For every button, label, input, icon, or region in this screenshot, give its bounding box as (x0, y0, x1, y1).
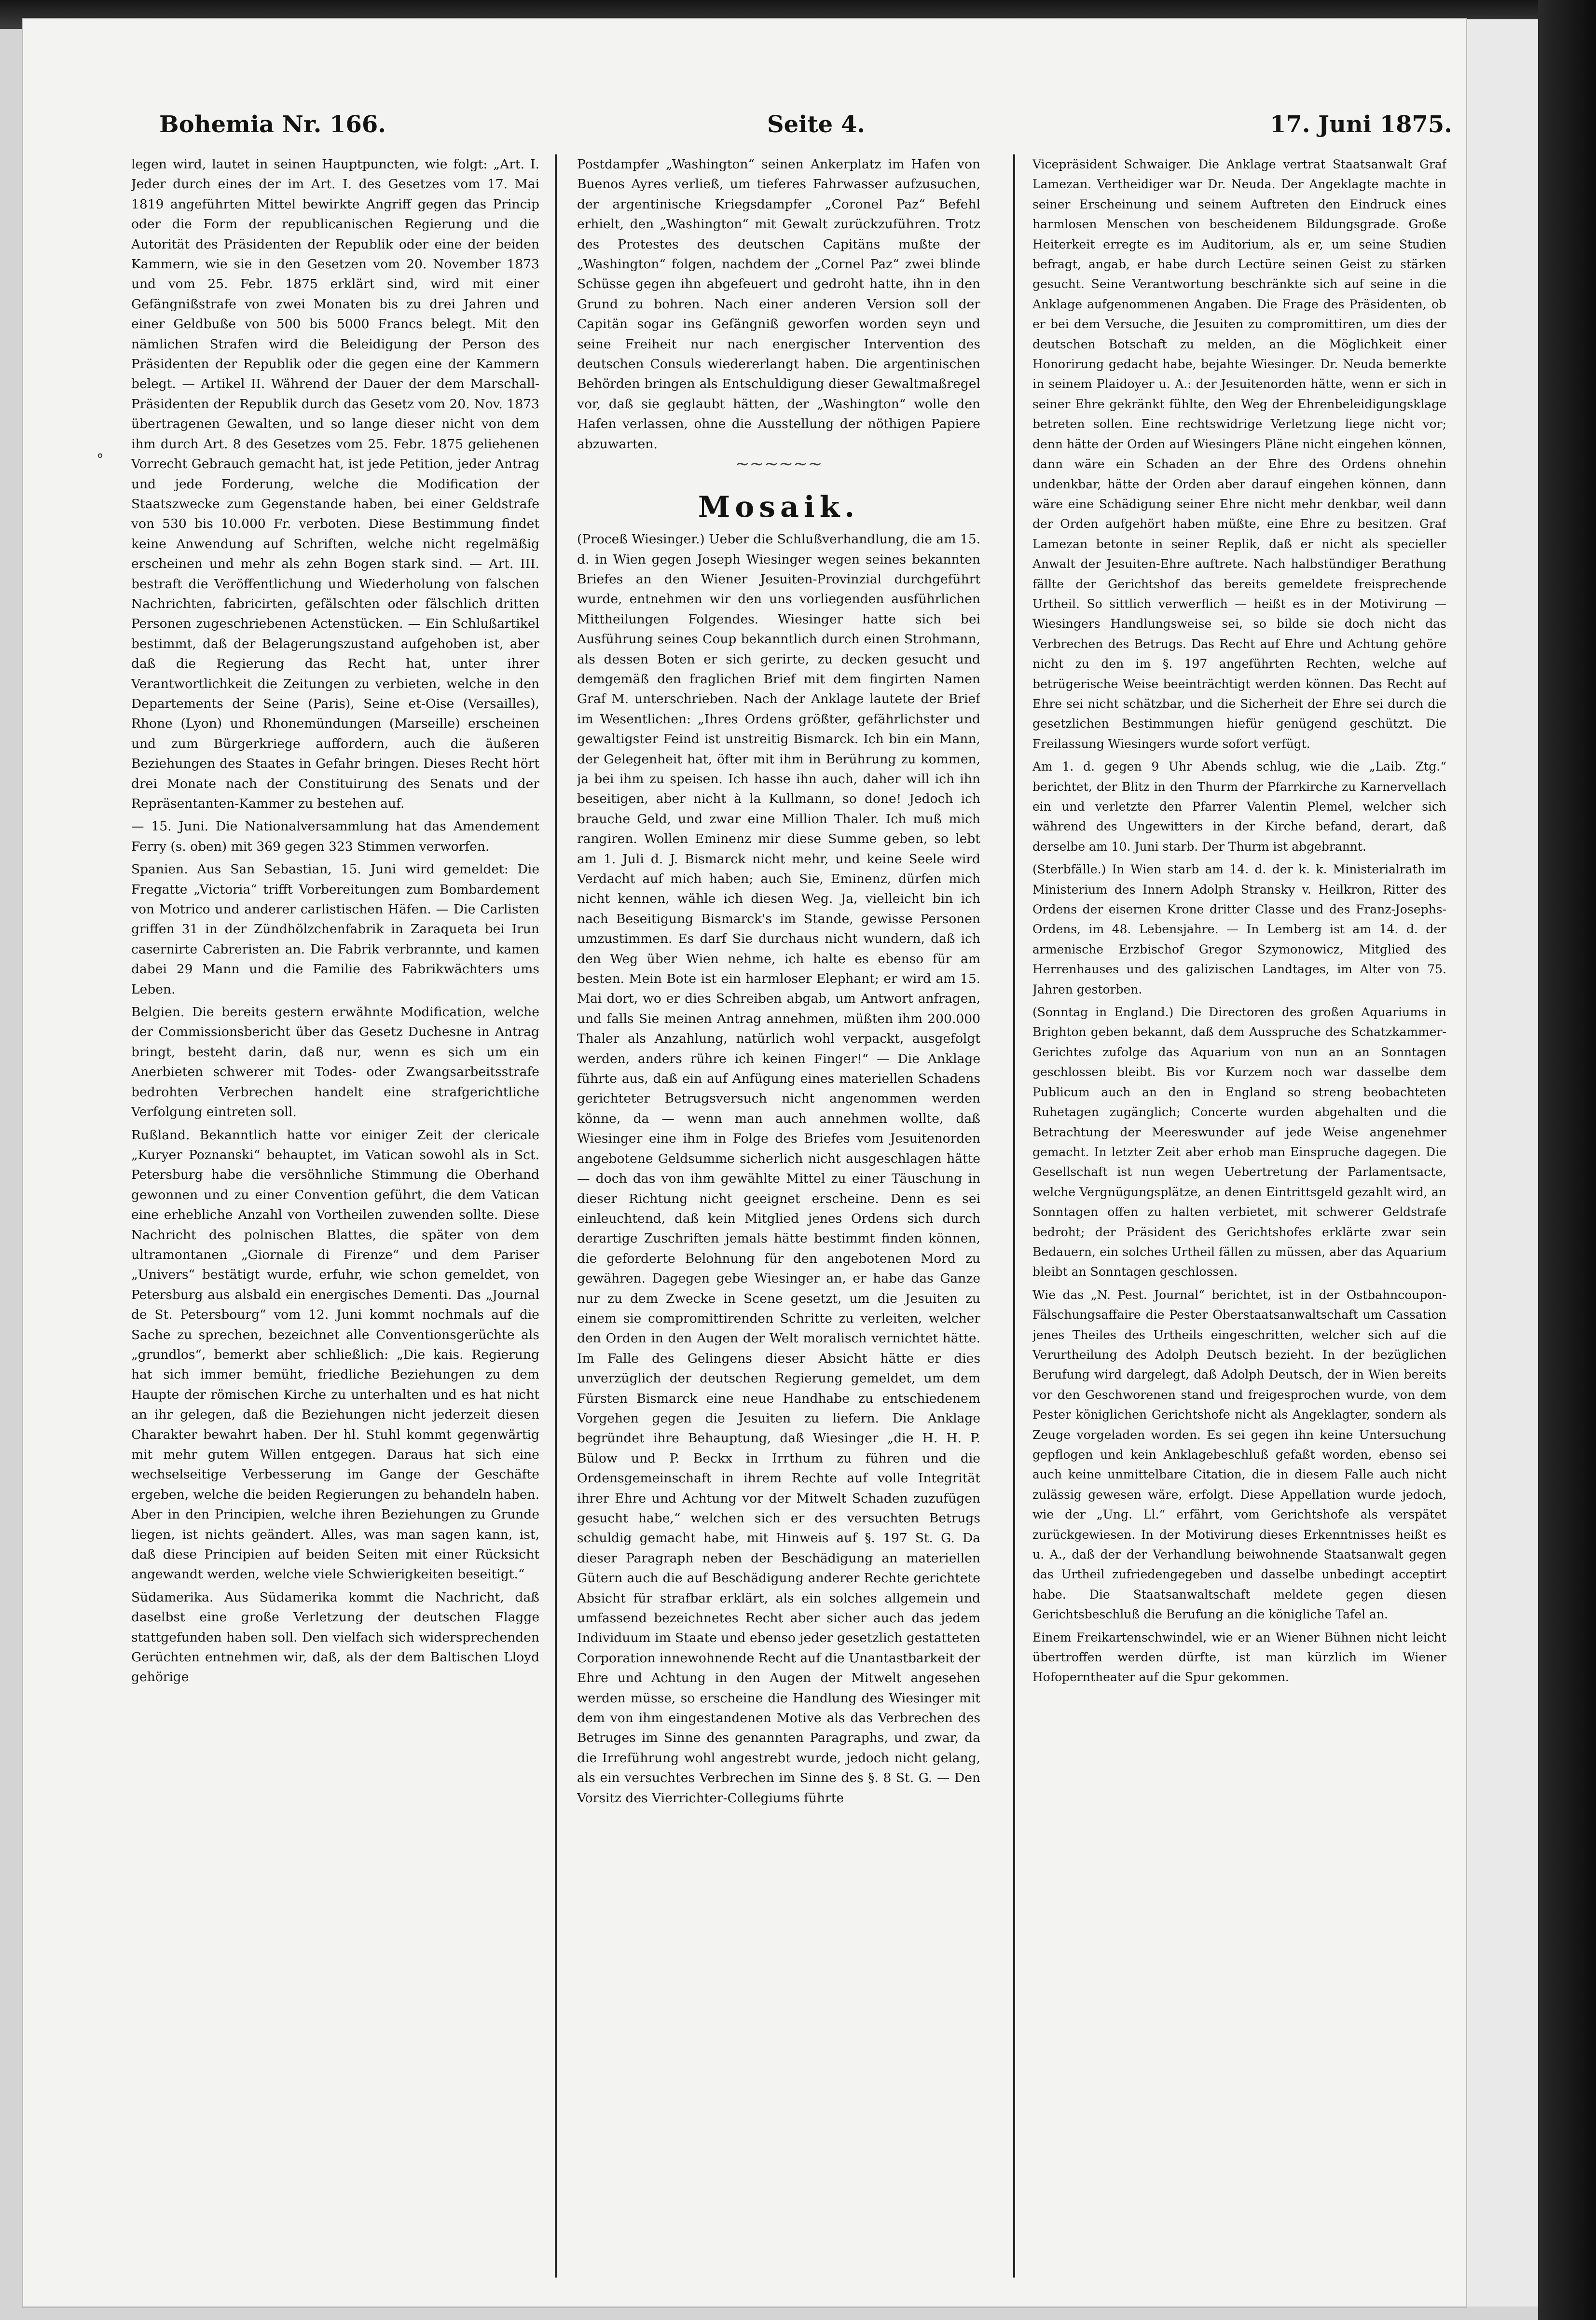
article-paragraph: (Sonntag in England.) Die Directoren des großen Aquariums in Brighton geben bekannt, daß dem Ausspruche des Schatzkammer-Gerichtes zufolge das Aquarium von nun an an Sonntagen geschlossen bleibt. Bis vor Kurzem noch war dasselbe dem Publicum auch an den in England so streng beobachteten Ruhetagen zugänglich; Concerte wurden abgehalten und die Betrachtung der Meereswunder auf jede Weise angenehmer gemacht. In letzter Zeit aber erhob man Einspruche dagegen. Die Gesellschaft ist nun wegen Uebertretung der Parlamentsacte, welche Vergnügungsplätze, an denen Eintrittsgeld gezahlt wird, an Sonntagen offen zu halten verbietet, mit schwerer Geldstrafe bedroht; der Präsident des Gerichtshofes erklärte zwar sein Bedauern, ein solches Urtheil fällen zu müssen, aber das Aquarium bleibt an Sonntagen geschlossen. (1032, 1005, 1446, 1279)
column-1 (131, 154, 539, 2278)
article-paragraph: Einem Freikartenschwindel, wie er an Wiener Bühnen nicht leicht übertroffen werden dürfte, ist man kürzlich im Wiener Hofoperntheater auf die Spur gekommen. (1032, 1630, 1446, 1685)
page-header (159, 111, 1452, 145)
article-paragraph: Am 1. d. gegen 9 Uhr Abends schlug, wie die „Laib. Ztg.“ berichtet, der Blitz in den Thurm der Pfarrkirche zu Karnervellach ein und verletzte den Pfarrer Valentin Plemel, welcher sich während des Ungewitters in der Kirche befand, derart, daß derselbe am 10. Juni starb. Der Thurm ist abgebrannt. (1032, 760, 1446, 854)
scan-right-edge (1538, 0, 1596, 2320)
article-paragraph: (Sterbfälle.) In Wien starb am 14. d. der k. k. Ministerialrath im Ministerium des Innern Adolph Stransky v. Heilkron, Ritter des Ordens der eisernen Krone dritter Classe und des Franz-Josephs-Ordens, im 48. Lebensjahre. — In Lemberg ist am 14. d. der armenische Erzbischof Gregor Szymonowicz, Mitglied des Herrenhauses und des galizischen Landtages, im Alter von 75. Jahren gestorben. (1032, 862, 1446, 996)
article-paragraph: Wie das „N. Pest. Journal“ berichtet, ist in der Ostbahncoupon-Fälschungsaffaire die Pester Oberstaatsanwaltschaft um Cassation jenes Theiles des Urtheils eingeschritten, welcher sich auf die Verurtheilung des Adolph Deutsch bezieht. In der bezüglichen Berufung wird dargelegt, daß Adolph Deutsch, der in Wien bereits vor den Geschworenen stand und freigesprochen wurde, von dem Pester königlichen Gerichtshofe nicht als Angeklagter, sondern als Zeuge vorgeladen worden. Es sei gegen ihn keine Untersuchung gepflogen und kein Anklagebeschluß gefaßt worden, ebenso sei auch keine unmittelbare Citation, die in diesem Falle auch nicht zulässig gewesen wäre, erfolgt. Diese Appellation wurde jedoch, wie der „Ung. Ll.“ erfährt, vom Gerichtshofe als verspätet zurückgewiesen. In der Motivirung dieses Erkenntnisses heißt es u. A., daß der der Verhandlung beiwohnende Staatsanwalt gegen das Urtheil zufriedengegeben und dasselbe unbedingt acceptirt habe. Die Staatsanwaltschaft meldete gegen diesen Gerichtsbeschluß die Berufung an die königliche Tafel an. (1032, 1287, 1446, 1622)
article-paragraph: Vicepräsident Schwaiger. Die Anklage vertrat Staatsanwalt Graf Lamezan. Vertheidiger war Dr. Neuda. Der Angeklagte machte in seiner Erscheinung und seinem Auftreten den Eindruck eines harmlosen Menschen von bescheidenem Bildungsgrade. Große Heiterkeit erregte es im Auditorium, als er, um seine Studien befragt, angab, er habe durch Lectüre seinen Geist zu stärken gesucht. Seine Verantwortung beschränkte sich auf seine in die Anklage aufgenommenen Angaben. Die Frage des Präsidenten, ob er bei dem Versuche, die Jesuiten zu compromittiren, um dies der deutschen Botschaft zu melden, an die Möglichkeit einer Honorirung gedacht habe, bejahte Wiesinger. Dr. Neuda bemerkte in seinem Plaidoyer u. A.: der Jesuitenorden hätte, wenn er sich in seiner Ehre gekränkt fühlte, den Weg der Ehrenbeleidigungsklage betreten sollen. Eine rechtswidrige Verletzung liege nicht vor; denn hätte der Orden auf Wiesingers Pläne nicht eingehen können, dann wäre ein Schaden an der Ehre des Ordens ohnehin undenkbar, hätte der Orden aber darauf eingehen können, dann wäre eine Schädigung seiner Ehre nicht mehr denkbar, weil dann der Orden aufgehört haben müßte, eine Ehre zu besitzen. Graf Lamezan betonte in seiner Replik, daß er nicht als specieller Anwalt der Jesuiten-Ehre auftrete. Nach halbstündiger Berathung fällte der Gerichtshof das bereits gemeldete freisprechende Urtheil. So sittlich verwerflich — heißt es in der Motivirung — Wiesingers Handlungsweise sei, so bilde sie doch nicht das Verbrechen des Betrugs. Das Recht auf Ehre und Achtung gehöre nicht zu den im §. 197 angeführten Rechten, welche auf betrügerische Weise beeinträchtigt werden können. Das Recht auf Ehre sei nicht schätzbar, und die Sicherheit der Ehre sei durch die gesetzlichen Bestimmungen hiefür genügend geschützt. Die Freilassung Wiesingers wurde sofort verfügt. (1032, 157, 1446, 751)
page-number: Seite 4. (767, 111, 865, 138)
column-2 (577, 154, 980, 2278)
article-paragraph: — 15. Juni. Die Nationalversammlung hat das Amendement Ferry (s. oben) mit 369 gegen 323 Stimmen verworfen. (131, 819, 539, 854)
margin-mark: ° (96, 451, 104, 468)
next-page-edge (1464, 19, 1538, 2306)
article-paragraph: Belgien. Die bereits gestern erwähnte Modification, welche der Commissionsbericht über das Gesetz Duchesne in Antrag bringt, besteht darin, daß nur, wenn es sich um ein Anerbieten schwerer mit Todes- oder Zwangsarbeitsstrafe bedrohten Verbrechen handelt eine strafgerichtliche Verfolgung eintreten soll. (131, 1005, 539, 1120)
column-3 (1032, 154, 1446, 2278)
section-heading: Mosaik. (698, 490, 860, 525)
issue-date: 17. Juni 1875. (1270, 111, 1452, 138)
article-paragraph: (Proceß Wiesinger.) Ueber die Schlußverhandlung, die am 15. d. in Wien gegen Joseph Wiesinger wegen seines bekannten Briefes an den Wiener Jesuiten-Provinzial durchgeführt wurde, entnehmen wir den uns vorliegenden ausführlichen Mittheilungen Folgendes. Wiesinger hatte sich bei Ausführung seines Coup bekanntlich durch einen Strohmann, als dessen Boten er sich gerirte, zu decken gesucht und demgemäß den fraglichen Brief mit dem fingirten Namen Graf M. unterschrieben. Nach der Anklage lautete der Brief im Wesentlichen: „Ihres Ordens größter, gefährlichster und gewaltigster Feind ist unstreitig Bismarck. Ich bin ein Mann, der Gelegenheit hat, öfter mit ihm in Berührung zu kommen, ja bei ihm zu speisen. Ich hasse ihn auch, daher will ich ihn beseitigen, aber nicht à la Kullmann, so done! Jedoch ich brauche Geld, und zwar eine Million Thaler. Ich muß mich rangiren. Wollen Eminenz mir diese Summe geben, so lebt am 1. Juli d. J. Bismarck nicht mehr, und keine Seele wird Verdacht auf mich haben; auch Sie, Eminenz, dürfen mich nicht kennen, wähle ich diesen Weg. Ja, vielleicht bin ich nach Beseitigung Bismarck's im Stande, gewisse Personen umzustimmen. Es darf Sie durchaus nicht wundern, daß ich den Weg über Wien nehme, ich halte es ebenso für am besten. Mein Bote ist ein harmloser Elephant; er wird am 15. Mai dort, wo er dies Schreiben abgab, um Antwort anfragen, und falls Sie meinen Antrag annehmen, müßten ihm 200.000 Thaler als Anzahlung, natürlich wohl verpackt, ausgefolgt werden, anders rühre ich keinen Finger!“ — Die Anklage führte aus, daß ein auf Anfügung eines materiellen Schadens gerichteter Betrugsversuch nicht angenommen werden könne, da — wenn man auch annehmen wollte, daß Wiesinger eine ihm in Folge des Briefes vom Jesuitenorden angebotene Geldsumme sicherlich nicht ausgeschlagen hätte — doch das von ihm gewählte Mittel zu einer Täuschung in dieser Richtung nicht geeignet erscheine. Denn es sei einleuchtend, daß kein Mitglied jenes Ordens sich durch derartige Zuschriften jemals hätte bestimmt finden können, die geforderte Belohnung für den angebotenen Mord zu gewähren. Dagegen gebe Wiesinger an, er habe das Ganze nur zu dem Zwecke in Scene gesetzt, um die Jesuiten zu einem sie compromittirenden Schritte zu verleiten, welcher den Orden in den Augen der Welt moralisch vernichtet hätte. Im Falle des Gelingens dieser Absicht hätte er dies unverzüglich der deutschen Regierung gemeldet, um dem Fürsten Bismarck eine neue Handhabe zu entschiedenem Vorgehen gegen die Jesuiten zu liefern. Die Anklage begründet ihre Behauptung, daß Wiesinger „die H. H. P. Bülow und P. Beckx in Irrthum zu führen und die Ordensgemeinschaft in ihrem Rechte auf volle Integrität ihrer Ehre und Achtung vor der Mitwelt Schaden zuzufügen gesucht habe,“ welchen sich er des versuchten Betrugs schuldig gemacht habe, mit Hinweis auf §. 197 St. G. Da dieser Paragraph neben der Beschädigung an materiellen Gütern auch die auf Beschädigung anderer Rechte gerichtete Absicht für strafbar erklärt, als ein solches allgemein und umfassend bezeichnetes Recht aber sicher auch das jedem Individuum im Staate und ebenso jeder gesetzlich gestatteten Corporation innewohnende Recht auf die Unantastbarkeit der Ehre und Achtung in den Augen der Mitwelt angesehen werden müsse, so erscheine die Handlung des Wiesinger mit dem von ihm eingestandenen Motive als das Verbrechen des Betruges im Sinne des genannten Paragraphs, und zwar, da die Irreführung wohl angestrebt wurde, jedoch nicht gelang, als ein versuchtes Verbrechen im Sinne des §. 8 St. G. — Den Vorsitz des Vierrichter-Collegiums führte (577, 532, 980, 1806)
article-paragraph: legen wird, lautet in seinen Hauptpuncten, wie folgt: „Art. I. Jeder durch eines der im Art. I. des Gesetzes vom 17. Mai 1819 angeführten Mittel bewirkte Angriff gegen das Princip oder die Form der republicanischen Regierung und die Autorität des Präsidenten der Republik oder eine der beiden Kammern, wie sie in den Gesetzen vom 20. November 1873 und vom 25. Febr. 1875 erklärt sind, wird mit einer Gefängnißstrafe von zwei Monaten bis zu drei Jahren und einer Geldbuße von 500 bis 5000 Francs belegt. Mit den nämlichen Strafen wird die Beleidigung der Person des Präsidenten der Republik oder die gegen eine der Kammern belegt. — Artikel II. Während der Dauer der dem Marschall-Präsidenten der Republik durch das Gesetz vom 20. Nov. 1873 übertragenen Gewalten, und so lange dieser nicht von dem ihm durch Art. 8 des Gesetzes vom 25. Febr. 1875 geliehenen Vorrecht Gebrauch gemacht hat, ist jede Petition, jeder Antrag und jede Forderung, welche die Modification der Staatszwecke zum Gegenstande haben, bei einer Geldstrafe von 530 bis 10.000 Fr. verboten. Diese Bestimmung findet keine Anwendung auf Schriften, welche nicht regelmäßig erscheinen und mehr als zehn Bogen stark sind. — Art. III. bestraft die Veröffentlichung und Wiederholung von falschen Nachrichten, fabricirten, gefälschten oder fälschlich dritten Personen zugeschriebenen Actenstücken. — Ein Schlußartikel bestimmt, daß der Belagerungszustand aufgehoben ist, aber daß die Regierung das Recht hat, unter ihrer Verantwortlichkeit die Zeitungen zu verbieten, welche in den Departements der Seine (Paris), Seine et-Oise (Versailles), Rhone (Lyon) und Rhonemündungen (Marseille) erscheinen und zum Bürgerkriege auffordern, auch die äußeren Beziehungen des Staates in Gefahr bringen. Dieses Recht hört drei Monate nach der Constituirung des Senats und der Repräsentanten-Kammer zu bestehen auf. (131, 157, 539, 811)
paper-issue: Bohemia Nr. 166. (159, 111, 386, 138)
section-ornament: ∼∼∼∼∼∼ (735, 454, 823, 474)
article-paragraph: Postdampfer „Washington“ seinen Ankerplatz im Hafen von Buenos Ayres verließ, um tieferes Fahrwasser aufzusuchen, der argentinische Kriegsdampfer „Coronel Paz“ Befehl erhielt, den „Washington“ mit Gewalt zurückzuführen. Trotz des Protestes des deutschen Capitäns mußte der „Washington“ folgen, nachdem der „Cornel Paz“ zwei blinde Schüsse gegen ihn abgefeuert und gedroht hatte, ihn in den Grund zu bohren. Nach einer anderen Version soll der Capitän sogar ins Gefängniß geworfen worden seyn und seine Freiheit nur nach energischer Intervention des deutschen Consuls wiedererlangt haben. Die argentinischen Behörden bringen als Entschuldigung dieser Gewaltmaßregel vor, daß sie geglaubt hätten, der „Washington“ wolle den Hafen verlassen, ohne die Ausstellung der nöthigen Papiere abzuwarten. (577, 157, 980, 452)
article-paragraph: Rußland. Bekanntlich hatte vor einiger Zeit der clericale „Kuryer Poznanski“ behauptet, im Vatican sowohl als in Sct. Petersburg habe die versöhnliche Stimmung die Oberhand gewonnen und zu einer Convention geführt, die dem Vatican eine erhebliche Anzahl von Vortheilen zuwenden sollte. Diese Nachricht des polnischen Blattes, die später von dem ultramontanen „Giornale di Firenze“ und dem Pariser „Univers“ bestätigt wurde, erfuhr, wie schon gemeldet, von Petersburg aus alsbald ein energisches Dementi. Das „Journal de St. Petersbourg“ vom 12. Juni kommt nochmals auf die Sache zu sprechen, bezeichnet alle Conventionsgerüchte als „grundlos“, bemerkt aber schließlich: „Die kais. Regierung hat sich immer bemüht, friedliche Beziehungen zu dem Haupte der römischen Kirche zu unterhalten und es hat nicht an ihr gelegen, daß die Beziehungen nicht jederzeit diesen Charakter bewahrt haben. Der hl. Stuhl kommt gegenwärtig mit mehr gutem Willen entgegen. Daraus hat sich eine wechselseitige Verbesserung im Gange der Geschäfte ergeben, welche die beiden Regierungen zu behandeln haben. Aber in den Principien, welche ihren Beziehungen zu Grunde liegen, ist nichts geändert. Alles, was man sagen kann, ist, daß diese Principien auf beiden Seiten mit einer Rücksicht angewandt werden, welche viele Schwierigkeiten beseitigt.“ (131, 1127, 539, 1582)
article-paragraph: Spanien. Aus San Sebastian, 15. Juni wird gemeldet: Die Fregatte „Victoria“ trifft Vorbereitungen zum Bombardement von Motrico und anderer carlistischen Häfen. — Die Carlisten griffen 31 in der Zündhölzchenfabrik in Zaraqueta bei Irun casernirte Cabreristen an. Die Fabrik verbrannte, und kamen dabei 29 Mann und die Familie des Fabrikwächters ums Leben. (131, 862, 539, 997)
column-rule-2 (1013, 154, 1015, 2278)
column-rule-1 (555, 154, 557, 2278)
article-paragraph: Südamerika. Aus Südamerika kommt die Nachricht, daß daselbst eine große Verletzung der deutschen Flagge stattgefunden haben soll. Den vielfach sich widersprechenden Gerüchten entnehmen wir, daß, als der dem Baltischen Lloyd gehörige (131, 1589, 539, 1685)
